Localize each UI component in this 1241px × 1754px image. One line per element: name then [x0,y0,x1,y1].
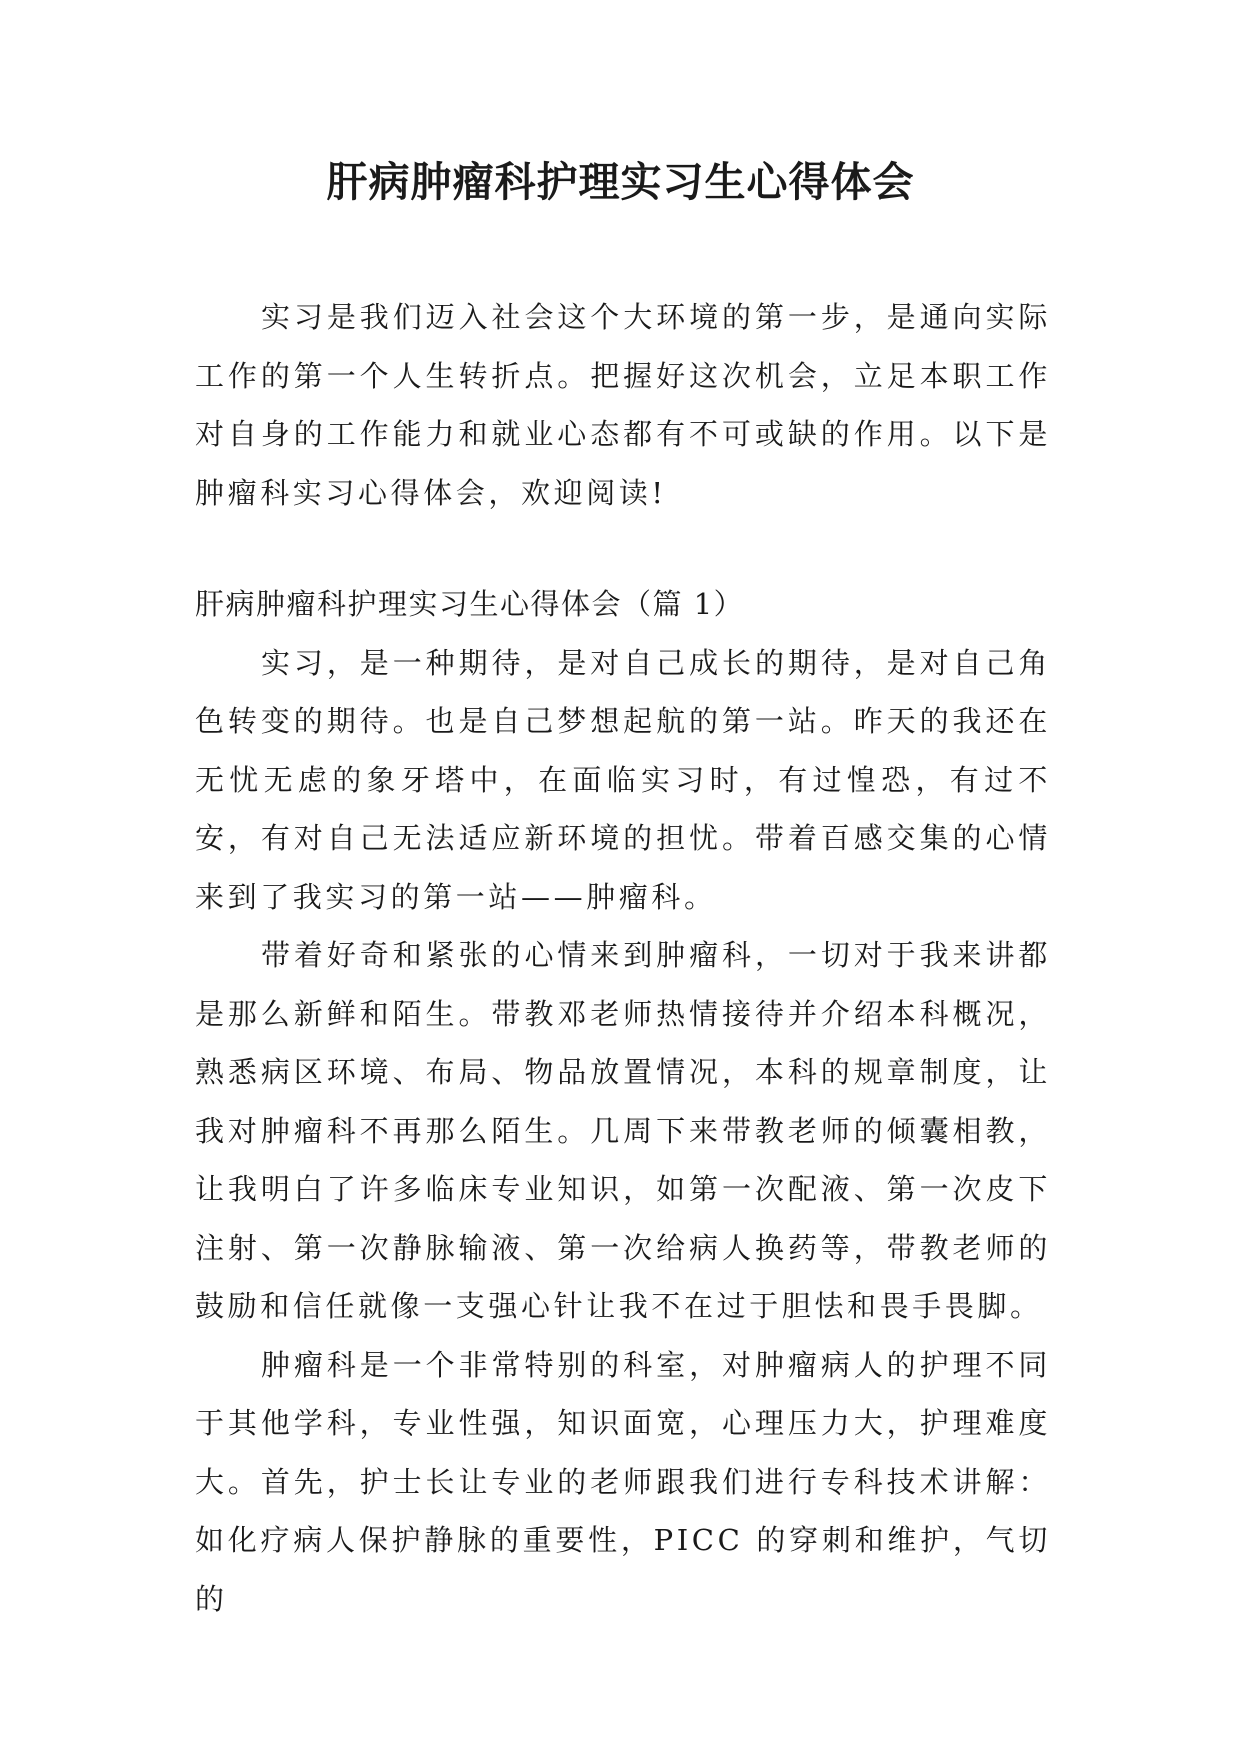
body-paragraph-2: 带着好奇和紧张的心情来到肿瘤科，一切对于我来讲都是那么新鲜和陌生。带教邓老师热情接待并介绍本科概况，熟悉病区环境、布局、物品放置情况，本科的规章制度，让我对肿瘤科不再那么陌生。几周下来带教老师的倾囊相教，让我明白了许多临床专业知识，如第一次配液、第一次皮下注射、第一次静脉输液、第一次给病人换药等，带教老师的鼓励和信任就像一支强心针让我不在过于胆怯和畏手畏脚。 [195,938,1051,1323]
body-paragraph-1: 实习，是一种期待，是对自己成长的期待，是对自己角色转变的期待。也是自己梦想起航的第一站。昨天的我还在无忧无虑的象牙塔中，在面临实习时，有过惶恐，有过不安，有对自己无法适应新环境的担忧。带着百感交集的心情来到了我实习的第一站——肿瘤科。 [195,645,1051,914]
section-heading: 肝病肿瘤科护理实习生心得体会（篇 1） [195,587,745,621]
document-title: 肝病肿瘤科护理实习生心得体会 [326,158,915,206]
intro-paragraph: 实习是我们迈入社会这个大环境的第一步，是通向实际工作的第一个人生转折点。把握好这次机会，立足本职工作对自身的工作能力和就业心态都有不可或缺的作用。以下是肿瘤科实习心得体会，欢迎阅读! [195,300,1051,510]
document-body [195,288,1051,1628]
body-paragraph-3: 肿瘤科是一个非常特别的科室，对肿瘤病人的护理不同于其他学科，专业性强，知识面宽，心理压力大，护理难度大。首先，护士长让专业的老师跟我们进行专科技术讲解：如化疗病人保护静脉的重要性，PICC 的穿刺和维护，气切的 [195,1347,1051,1616]
